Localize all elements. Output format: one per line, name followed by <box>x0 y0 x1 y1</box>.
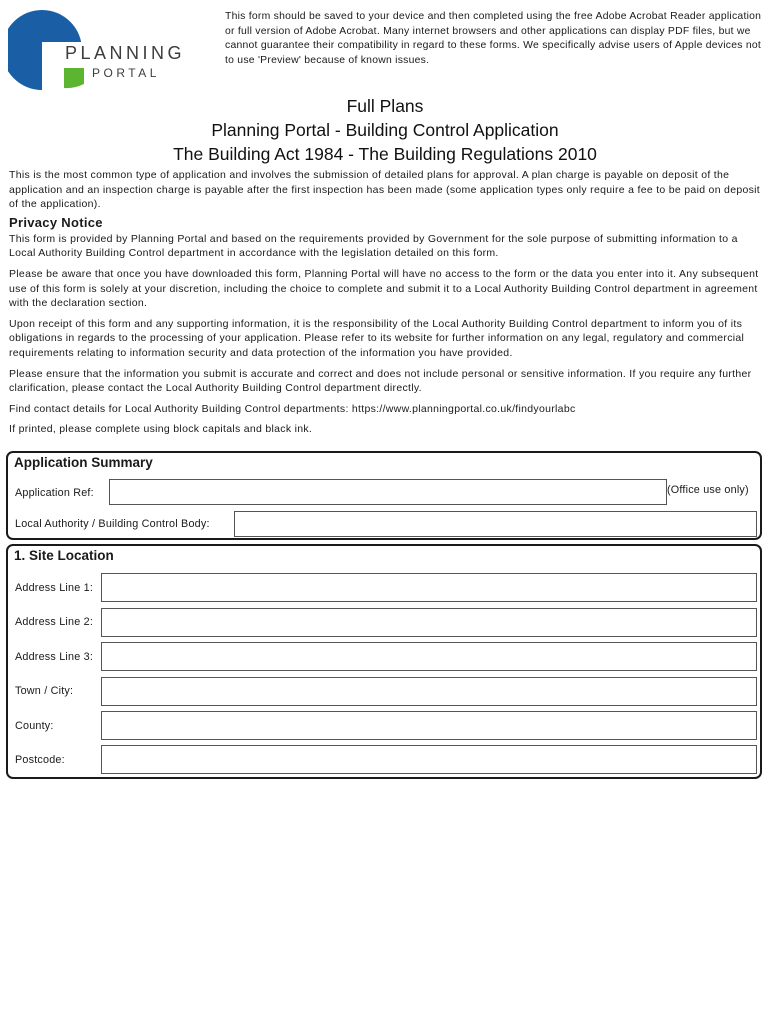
application-ref-label: Application Ref: <box>15 487 94 499</box>
privacy-paragraph-2: Please be aware that once you have downloaded this form, Planning Portal will have no access to the form or the data you enter into it. Any subsequent use of this form is solely at your discretion, including the choice to complete and submit it to a Local Authority Building Control department in agreement with the declaration section. <box>9 267 759 310</box>
print-instruction: If printed, please complete using block capitals and black ink. <box>9 423 313 436</box>
address-line-2-input[interactable] <box>101 608 757 637</box>
authority-label: Local Authority / Building Control Body: <box>15 518 210 530</box>
site-location-panel <box>6 544 762 779</box>
town-city-input[interactable] <box>101 677 757 706</box>
authority-input[interactable] <box>234 511 757 537</box>
county-label: County: <box>15 720 54 732</box>
town-city-label: Town / City: <box>15 685 74 697</box>
intro-paragraph: This is the most common type of application and involves the submission of detailed plans for approval. A plan charge is payable on deposit of the application and an inspection charge is payable after the first inspection has been made (some application types only require a fee to be paid on deposit of the application). <box>9 169 761 211</box>
address-line-1-input[interactable] <box>101 573 757 602</box>
form-titles <box>0 94 770 166</box>
application-summary-title: Application Summary <box>14 455 153 470</box>
address-line-3-label: Address Line 3: <box>15 651 94 663</box>
logo-mark <box>8 8 208 92</box>
site-location-title: 1. Site Location <box>14 548 114 563</box>
county-input[interactable] <box>101 711 757 740</box>
logo-word-planning: PLANNING <box>65 43 186 63</box>
software-notice-text: This form should be saved to your device and then completed using the free Adobe Acrobat Reader application or full version of Adobe Acrobat. Many internet browsers and other applications can display PDF files, but we cannot guarantee their compatibility in regard to these forms. We specifically advise users of Apple devices not to use 'Preview' because of known issues. <box>225 11 762 66</box>
address-line-3-input[interactable] <box>101 642 757 671</box>
privacy-paragraph-1: This form is provided by Planning Portal and based on the requirements provided by Government for the sole purpose of submitting information to a Local Authority Building Control department in accordance with the legislation detailed on this form. <box>9 232 738 260</box>
address-line-2-label: Address Line 2: <box>15 616 94 628</box>
form-title-legislation: The Building Act 1984 - The Building Regulations 2010 <box>173 144 597 164</box>
form-title-application: Planning Portal - Building Control Application <box>211 120 559 140</box>
office-use-note: (Office use only) <box>667 484 749 496</box>
form-title-full-plans: Full Plans <box>346 96 424 116</box>
privacy-notice-heading: Privacy Notice <box>9 214 103 230</box>
labc-contact-link[interactable]: Find contact details for Local Authority Building Control departments: https://www.planningportal.co.uk/findyourlabc <box>9 402 576 415</box>
address-line-1-label: Address Line 1: <box>15 582 94 594</box>
software-notice <box>225 10 765 68</box>
postcode-label: Postcode: <box>15 754 65 766</box>
privacy-paragraph-3: Upon receipt of this form and any supporting information, it is the responsibility of the Local Authority Building Control department to inform you of its obligations in regards to the processing of your application. Please refer to its website for further information on any legal, regulatory and commercial requirements relating to information security and data protection of the information you have provided. <box>9 317 745 359</box>
application-summary-panel <box>6 451 762 540</box>
logo-word-portal: PORTAL <box>92 66 160 80</box>
application-ref-input[interactable] <box>109 479 667 505</box>
postcode-input[interactable] <box>101 745 757 774</box>
planning-portal-logo <box>8 8 208 92</box>
privacy-paragraph-4: Please ensure that the information you submit is accurate and correct and does not include personal or sensitive information. If you require any further clarification, please contact the Local Authority Building Control department directly. <box>9 367 752 395</box>
intro-section <box>9 168 761 437</box>
